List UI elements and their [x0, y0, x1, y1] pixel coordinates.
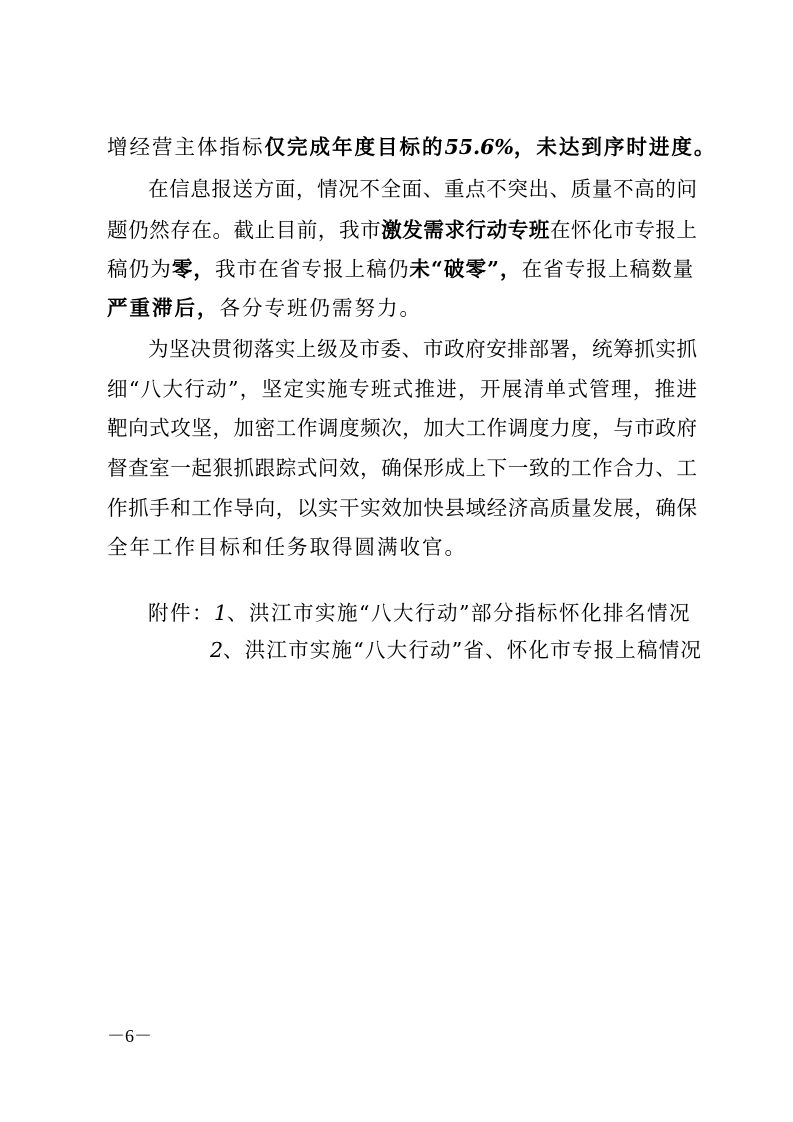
attachment-title: 、洪江市实施“八大行动”部分指标怀化排名情况: [227, 601, 692, 625]
paragraph-3-line-6: 全年工作目标和任务取得圆满收官。: [107, 535, 467, 559]
text-run: 各分专班仍需努力。: [219, 296, 422, 320]
attachment-item-1: [148, 600, 691, 626]
paragraph-2-line-3: [107, 256, 697, 282]
bold-text-run: ，未达到序时进度。: [513, 135, 717, 159]
bold-text-run: 未“破零”，: [409, 257, 522, 281]
paragraph-2-line-1: 在信息报送方面，情况不全面、重点不突出、质量不高的问: [148, 177, 697, 201]
attachment-label: 附件：: [148, 601, 214, 625]
bold-text-run: 仅完成年度目标的: [264, 135, 445, 159]
attachment-number: 2: [210, 638, 224, 662]
text-run: 题仍然存在。截止目前，我市: [107, 218, 382, 242]
text-run: 增经营主体指标: [107, 135, 265, 159]
attachment-number: 1: [214, 601, 228, 625]
paragraph-1-line-1: [107, 134, 717, 160]
text-run: 在怀化市专报上: [549, 218, 698, 242]
paragraph-3-line-5: 作抓手和工作导向，以实干实效加快县域经济高质量发展，确保: [107, 496, 697, 520]
page-number: －6－: [107, 1026, 152, 1046]
bold-text-run: 零，: [171, 257, 216, 281]
attachment-item-2: [210, 637, 702, 663]
text-run: 在省专报上稿数量: [521, 257, 695, 281]
paragraph-2-line-2: [107, 217, 697, 243]
paragraph-3-line-1: 为坚决贯彻落实上级及市委、市政府安排部署，统筹抓实抓: [148, 337, 697, 361]
percentage-value: 55.6%: [444, 135, 514, 159]
paragraph-3-line-4: 督查室一起狠抓跟踪式问效，确保形成上下一致的工作合力、工: [107, 456, 697, 480]
bold-text-run: 激发需求行动专班: [381, 218, 550, 242]
text-run: 稿仍为: [107, 257, 172, 281]
attachment-title: 、洪江市实施“八大行动”省、怀化市专报上稿情况: [223, 638, 703, 662]
text-run: 我市在省专报上稿仍: [215, 257, 410, 281]
paragraph-3-line-2: 细“八大行动”，坚定实施专班式推进，开展清单式管理，推进: [107, 377, 697, 401]
paragraph-3-line-3: 靶向式攻坚，加密工作调度频次，加大工作调度力度，与市政府: [107, 416, 697, 440]
paragraph-2-line-4: [107, 295, 697, 321]
bold-text-run: 严重滞后，: [107, 296, 220, 320]
